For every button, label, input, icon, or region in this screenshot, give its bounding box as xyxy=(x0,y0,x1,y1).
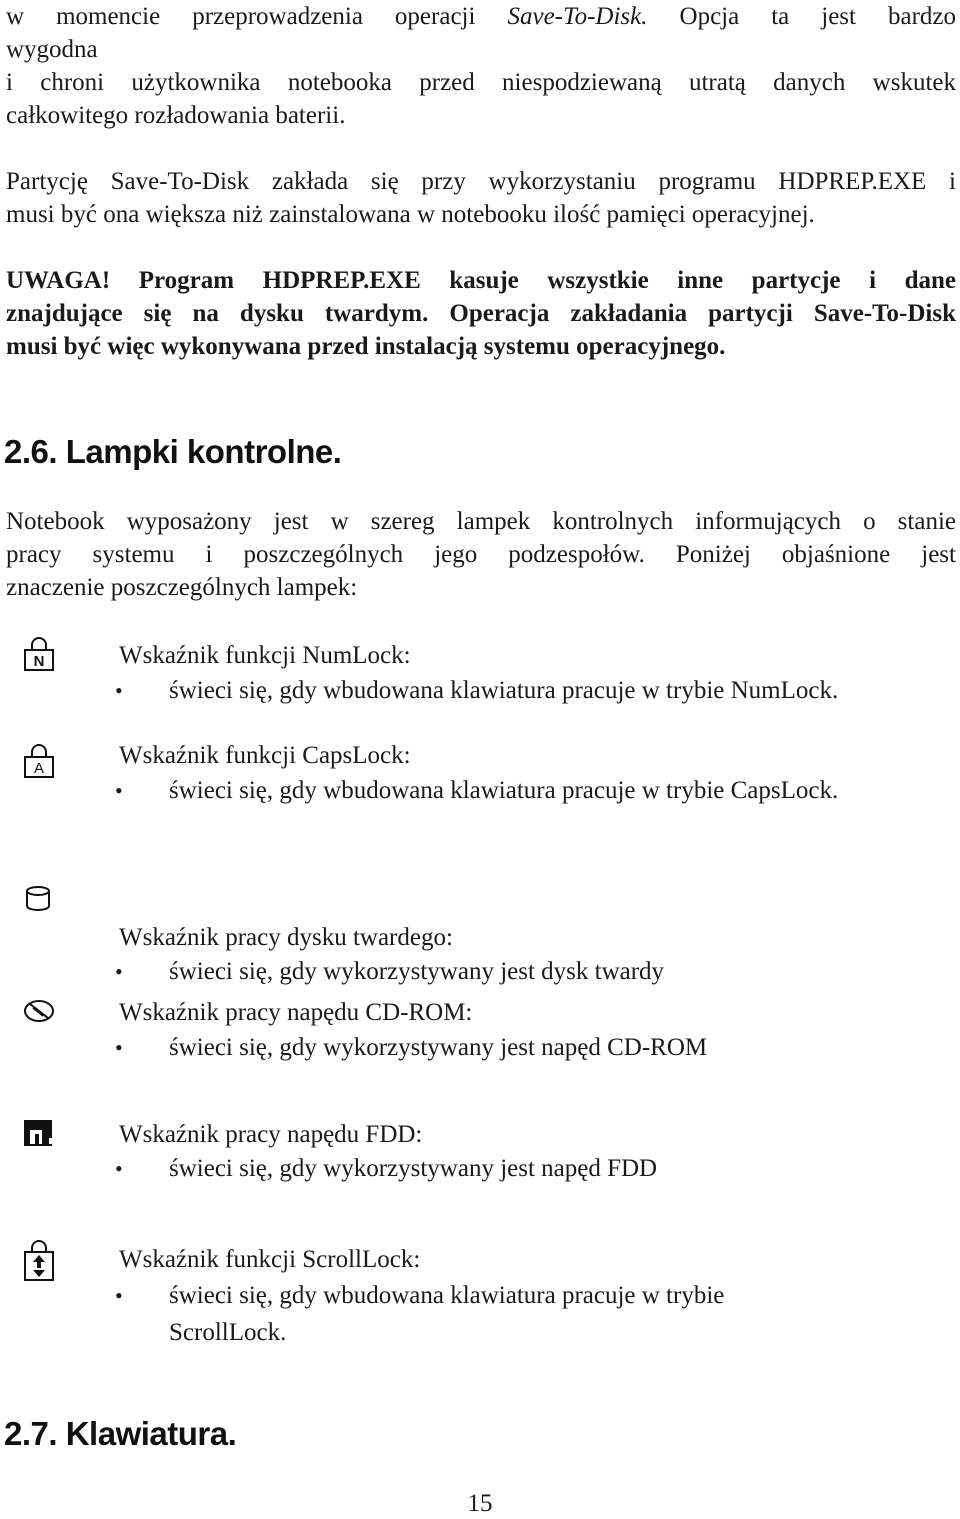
warning-line-1: UWAGA! Program HDPREP.EXE kasuje wszystkie inne partycje i dane xyxy=(6,267,956,294)
bullet: • xyxy=(115,678,123,703)
capslock-desc: świeci się, gdy wbudowana klawiatura pracuje w trybie CapsLock. xyxy=(169,777,839,804)
numlock-icon xyxy=(22,636,56,677)
section-heading-2-6: 2.6. Lampki kontrolne. xyxy=(4,433,342,470)
scrolllock-icon xyxy=(22,1240,56,1287)
numlock-title: Wskaźnik funkcji NumLock: xyxy=(119,642,411,669)
bullet: • xyxy=(115,1156,123,1181)
hard-disk-icon xyxy=(22,884,54,919)
page-number: 15 xyxy=(467,1490,493,1517)
hdd-title: Wskaźnik pracy dysku twardego: xyxy=(119,924,453,951)
warning-line-3: musi być więc wykonywana przed instalacją systemu operacyjnego. xyxy=(6,333,726,360)
fdd-title: Wskaźnik pracy napędu FDD: xyxy=(119,1121,423,1148)
intro-italic: Save-To-Disk. xyxy=(507,3,648,30)
hdprep-line-2: musi być ona większa niż zainstalowana w notebooku ilość pamięci operacyjnej. xyxy=(6,201,815,228)
fdd-desc: świeci się, gdy wykorzystywany jest napęd FDD xyxy=(169,1155,658,1182)
bullet: • xyxy=(115,959,123,984)
cd-rom-icon xyxy=(22,996,56,1031)
scrolllock-desc: świeci się, gdy wbudowana klawiatura pracuje w trybie xyxy=(169,1282,725,1309)
numlock-desc: świeci się, gdy wbudowana klawiatura pracuje w trybie NumLock. xyxy=(169,677,839,704)
lamps-intro-line-2: pracy systemu i poszczególnych jego podzespołów. Poniżej objaśnione jest xyxy=(6,541,956,568)
intro-line-1: w momencie przeprowadzenia operacji Save-To-Disk. Opcja ta jest bardzo xyxy=(6,3,957,30)
bullet: • xyxy=(115,1035,123,1060)
numlock-desc-item xyxy=(115,676,838,706)
capslock-icon xyxy=(22,743,56,784)
scrolllock-desc-item xyxy=(115,1281,724,1311)
cdrom-desc: świeci się, gdy wykorzystywany jest napęd CD-ROM xyxy=(169,1034,708,1061)
warning-line-2: znajdujące się na dysku twardym. Operacja zakładania partycji Save-To-Disk xyxy=(6,300,956,327)
hdprep-line-1: Partycję Save-To-Disk zakłada się przy wykorzystaniu programu HDPREP.EXE i xyxy=(6,168,956,195)
section-heading-2-7: 2.7. Klawiatura. xyxy=(4,1415,237,1452)
intro-line-2: wygodna xyxy=(6,36,98,63)
svg-text:A: A xyxy=(33,760,45,777)
intro-line-3: i chroni użytkownika notebooka przed niespodziewaną utratą danych wskutek xyxy=(6,69,956,96)
cdrom-desc-item xyxy=(115,1033,707,1063)
lamps-intro-line-1: Notebook wyposażony jest w szereg lampek kontrolnych informujących o stanie xyxy=(6,508,956,535)
floppy-disk-icon xyxy=(22,1118,56,1153)
cdrom-title: Wskaźnik pracy napędu CD-ROM: xyxy=(119,999,473,1026)
fdd-desc-item xyxy=(115,1154,657,1184)
lamps-intro-line-3: znaczenie poszczególnych lampek: xyxy=(6,574,358,601)
capslock-desc-item xyxy=(115,776,838,806)
hdd-desc: świeci się, gdy wykorzystywany jest dysk twardy xyxy=(169,958,665,985)
scrolllock-desc-cut: ScrollLock. xyxy=(169,1319,287,1346)
capslock-title: Wskaźnik funkcji CapsLock: xyxy=(119,742,411,769)
bullet: • xyxy=(115,778,123,803)
scrolllock-title: Wskaźnik funkcji ScrollLock: xyxy=(119,1246,421,1273)
hdd-desc-item xyxy=(115,957,664,987)
bullet: • xyxy=(115,1283,123,1308)
intro-line-4: całkowitego rozładowania baterii. xyxy=(6,102,346,129)
svg-text:N: N xyxy=(33,653,45,670)
